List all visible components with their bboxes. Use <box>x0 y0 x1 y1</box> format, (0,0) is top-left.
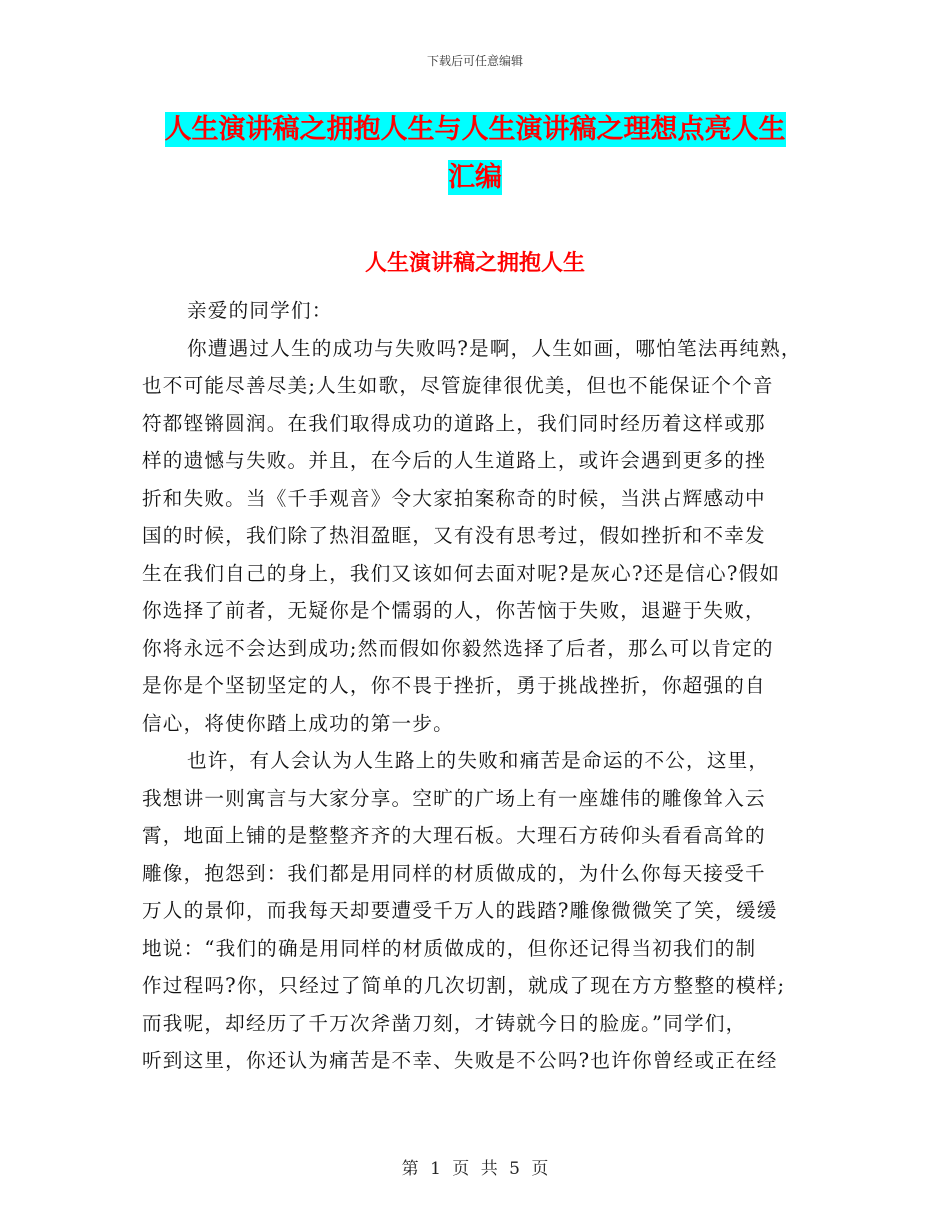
paragraph-line: 是你是个坚韧坚定的人，你不畏于挫折，勇于挑战挫折，你超强的自 <box>142 674 766 697</box>
paragraph-line: 国的时候，我们除了热泪盈眶，又有没有思考过，假如挫折和不幸发 <box>142 524 766 547</box>
paragraph-line: 也不可能尽善尽美;人生如歌，尽管旋律很优美，但也不能保证个个音 <box>142 374 774 397</box>
salutation-line: 亲爱的同学们： <box>187 299 333 322</box>
section-heading: 人生演讲稿之拥抱人生 <box>364 251 585 276</box>
paragraph-line: 折和失败。当《千手观音》令大家拍案称奇的时候，当洪占辉感动中 <box>142 486 766 510</box>
salutation <box>142 292 822 330</box>
paragraph-line: 你遭遇过人生的成功与失败吗?是啊，人生如画，哪怕笔法再纯熟， <box>187 336 802 360</box>
document-title-line-1: 人生演讲稿之拥抱人生与人生演讲稿之理想点亮人生 <box>164 114 786 145</box>
page-number: 第 1 页 共 5 页 <box>401 1159 549 1179</box>
document-title <box>0 106 950 202</box>
paragraph-line: 听到这里，你还认为痛苦是不幸、失败是不公吗?也许你曾经或正在经 <box>142 1049 778 1072</box>
paragraph-line: 地说：“我们的确是用同样的材质做成的，但你还记得当初我们的制 <box>142 936 757 960</box>
paragraph-line: 而我呢，却经历了千万次斧凿刀刻，才铸就今日的脸庞。”同学们， <box>142 1011 747 1035</box>
document-title-line-2: 汇编 <box>448 162 502 193</box>
paragraph-line: 生在我们自己的身上，我们又该如何去面对呢?是灰心?还是信心?假如 <box>142 561 781 585</box>
body-text <box>142 292 822 1080</box>
paragraph-2 <box>142 742 822 1080</box>
paragraph-line: 样的遗憾与失败。并且，在今后的人生道路上，或许会遇到更多的挫 <box>142 449 766 472</box>
paragraph-line: 符都铿锵圆润。在我们取得成功的道路上，我们同时经历着这样或那 <box>142 411 766 435</box>
paragraph-line: 霄，地面上铺的是整整齐齐的大理石板。大理石方砖仰头看看高耸的 <box>142 824 766 847</box>
paragraph-line: 作过程吗?你，只经过了简单的几次切割，就成了现在方方整整的模样; <box>142 974 786 997</box>
paragraph-line: 我想讲一则寓言与大家分享。空旷的广场上有一座雄伟的雕像耸入云 <box>142 786 766 810</box>
paragraph-line: 你选择了前者，无疑你是个懦弱的人，你苦恼于失败，退避于失败， <box>142 599 766 622</box>
paragraph-line: 你将永远不会达到成功;然而假如你毅然选择了后者，那么可以肯定的 <box>142 636 774 660</box>
paragraph-line: 万人的景仰，而我每天却要遭受千万人的践踏?雕像微微笑了笑，缓缓 <box>142 899 778 922</box>
page-header-note: 下载后可任意编辑 <box>426 54 523 68</box>
paragraph-line: 雕像，抱怨到：我们都是用同样的材质做成的，为什么你每天接受千 <box>142 861 766 885</box>
paragraph-line: 信心，将使你踏上成功的第一步。 <box>142 711 454 735</box>
paragraph-line: 也许，有人会认为人生路上的失败和痛苦是命运的不公，这里， <box>187 749 770 772</box>
paragraph-1 <box>142 330 822 743</box>
